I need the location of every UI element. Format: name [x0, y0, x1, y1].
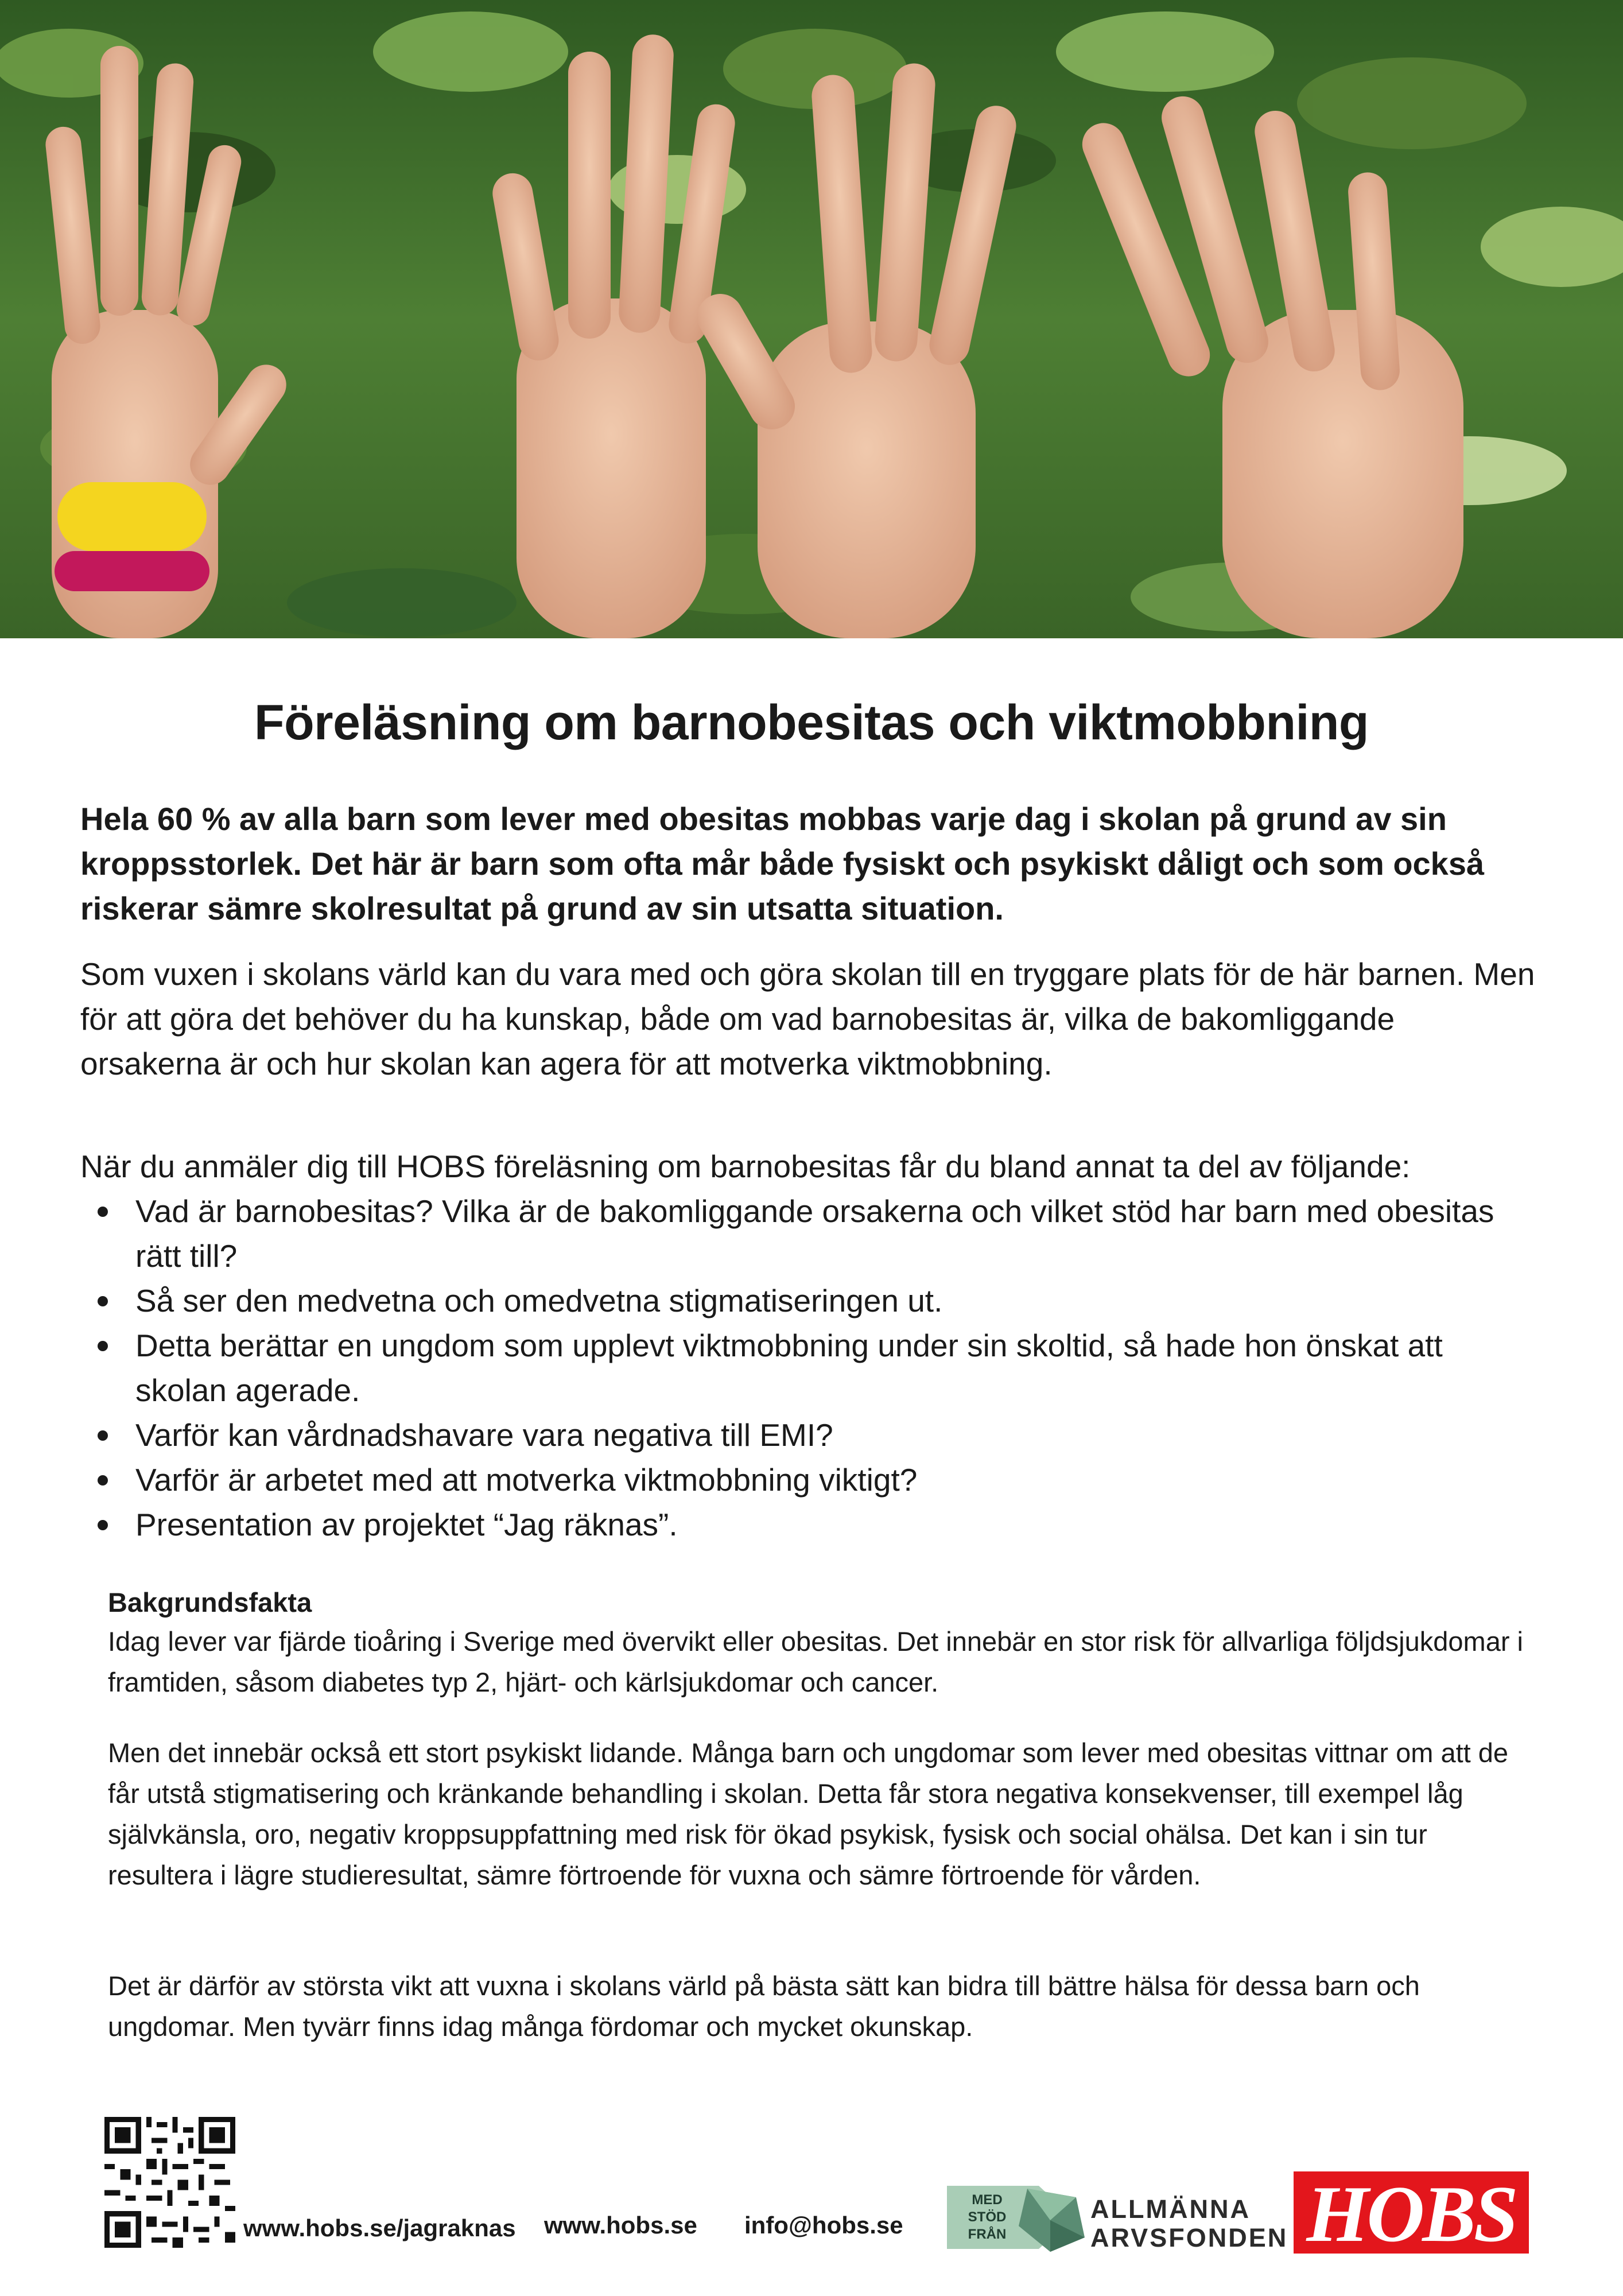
bullet-icon	[98, 1520, 108, 1530]
facts-paragraph: Det är därför av största vikt att vuxna i skolans värld på bästa sätt kan bidra till bättre hälsa för dessa barn och ungdomar. Men tyvärr finns idag många fördomar och mycket okunskap.	[108, 1971, 1420, 2042]
list-item	[80, 1502, 1515, 1547]
arvsfonden-line: ALLMÄNNA	[1090, 2194, 1251, 2224]
facts-paragraph: Idag lever var fjärde tioåring i Sverige med övervikt eller obesitas. Det innebär en stor risk för allvarliga följdsjukdomar i framtiden, såsom diabetes typ 2, hjärt- och kärlsjukdomar och cancer.	[108, 1626, 1523, 1697]
list-item	[80, 1457, 1515, 1502]
topics-list	[80, 1189, 1515, 1547]
hobs-logo: HOBS	[1294, 2171, 1529, 2254]
list-item-text: Presentation av projektet “Jag räknas”.	[135, 1507, 678, 1542]
arvsfonden-name	[1090, 2195, 1288, 2252]
facts-heading: Bakgrundsfakta	[108, 1587, 312, 1618]
list-item	[80, 1413, 1515, 1457]
list-item-text: Varför är arbetet med att motverka viktmobbning viktigt?	[135, 1462, 918, 1498]
badge-line: MED	[972, 2192, 1003, 2208]
list-intro: När du anmäler dig till HOBS föreläsning om barnobesitas får du bland annat ta del av följande:	[80, 1149, 1411, 1184]
list-item	[80, 1278, 1515, 1323]
intro-paragraph: Som vuxen i skolans värld kan du vara med och göra skolan till en tryggare plats för de här barnen. Men för att göra det behöver du ha kunskap, både om vad barnobesitas är, vilka de bakomliggande orsakerna är och hur skolan kan agera för att motverka viktmobbning.	[80, 956, 1535, 1081]
bullet-icon	[98, 1475, 108, 1486]
bullet-icon	[98, 1341, 108, 1351]
list-item-text: Så ser den medvetna och omedvetna stigmatiseringen ut.	[135, 1283, 943, 1318]
email-link[interactable]: info@hobs.se	[744, 2212, 903, 2239]
page-title: Föreläsning om barnobesitas och viktmobbning	[254, 695, 1369, 750]
list-item	[80, 1323, 1515, 1413]
list-item-text: Varför kan vårdnadshavare vara negativa till EMI?	[135, 1417, 833, 1453]
badge-line: STÖD	[968, 2209, 1007, 2225]
facts-paragraph: Men det innebär också ett stort psykiskt lidande. Många barn och ungdomar som lever med obesitas vittnar om att de får utstå stigmatisering och kränkande behandling i skolan. Detta får stora negativa konsekvenser, till exempel låg självkänsla, oro, negativ kroppsuppfattning med risk för ökad psykisk, fysisk och social ohälsa. Det kan i sin tur resultera i lägre studieresultat, sämre förtroende för vuxna och sämre förtroende för vården.	[108, 1737, 1509, 1890]
website-link[interactable]: www.hobs.se	[544, 2212, 697, 2239]
qr-code[interactable]	[104, 2117, 235, 2248]
list-item	[80, 1189, 1515, 1278]
bullet-icon	[98, 1207, 108, 1217]
hero-photo	[0, 0, 1623, 638]
project-link[interactable]: www.hobs.se/jagraknas	[243, 2214, 516, 2241]
list-item-text: Vad är barnobesitas? Vilka är de bakomliggande orsakerna och vilket stöd har barn med obesitas rätt till?	[135, 1193, 1494, 1274]
badge-line: FRÅN	[968, 2227, 1007, 2242]
bullet-icon	[98, 1430, 108, 1441]
yellow-bracelet	[57, 482, 207, 551]
raised-hands-image	[0, 0, 1623, 638]
bullet-icon	[98, 1296, 108, 1306]
lead-paragraph: Hela 60 % av alla barn som lever med obesitas mobbas varje dag i skolan på grund av sin kroppsstorlek. Det här är barn som ofta mår både fysiskt och psykiskt dåligt och som också riskerar sämre skolresultat på grund av sin utsatta situation.	[80, 801, 1485, 926]
list-item-text: Detta berättar en ungdom som upplevt viktmobbning under sin skoltid, så hade hon önskat att skolan agerade.	[135, 1328, 1443, 1408]
arvsfonden-line: ARVSFONDEN	[1090, 2223, 1288, 2252]
pink-bead-bracelet	[55, 551, 209, 591]
